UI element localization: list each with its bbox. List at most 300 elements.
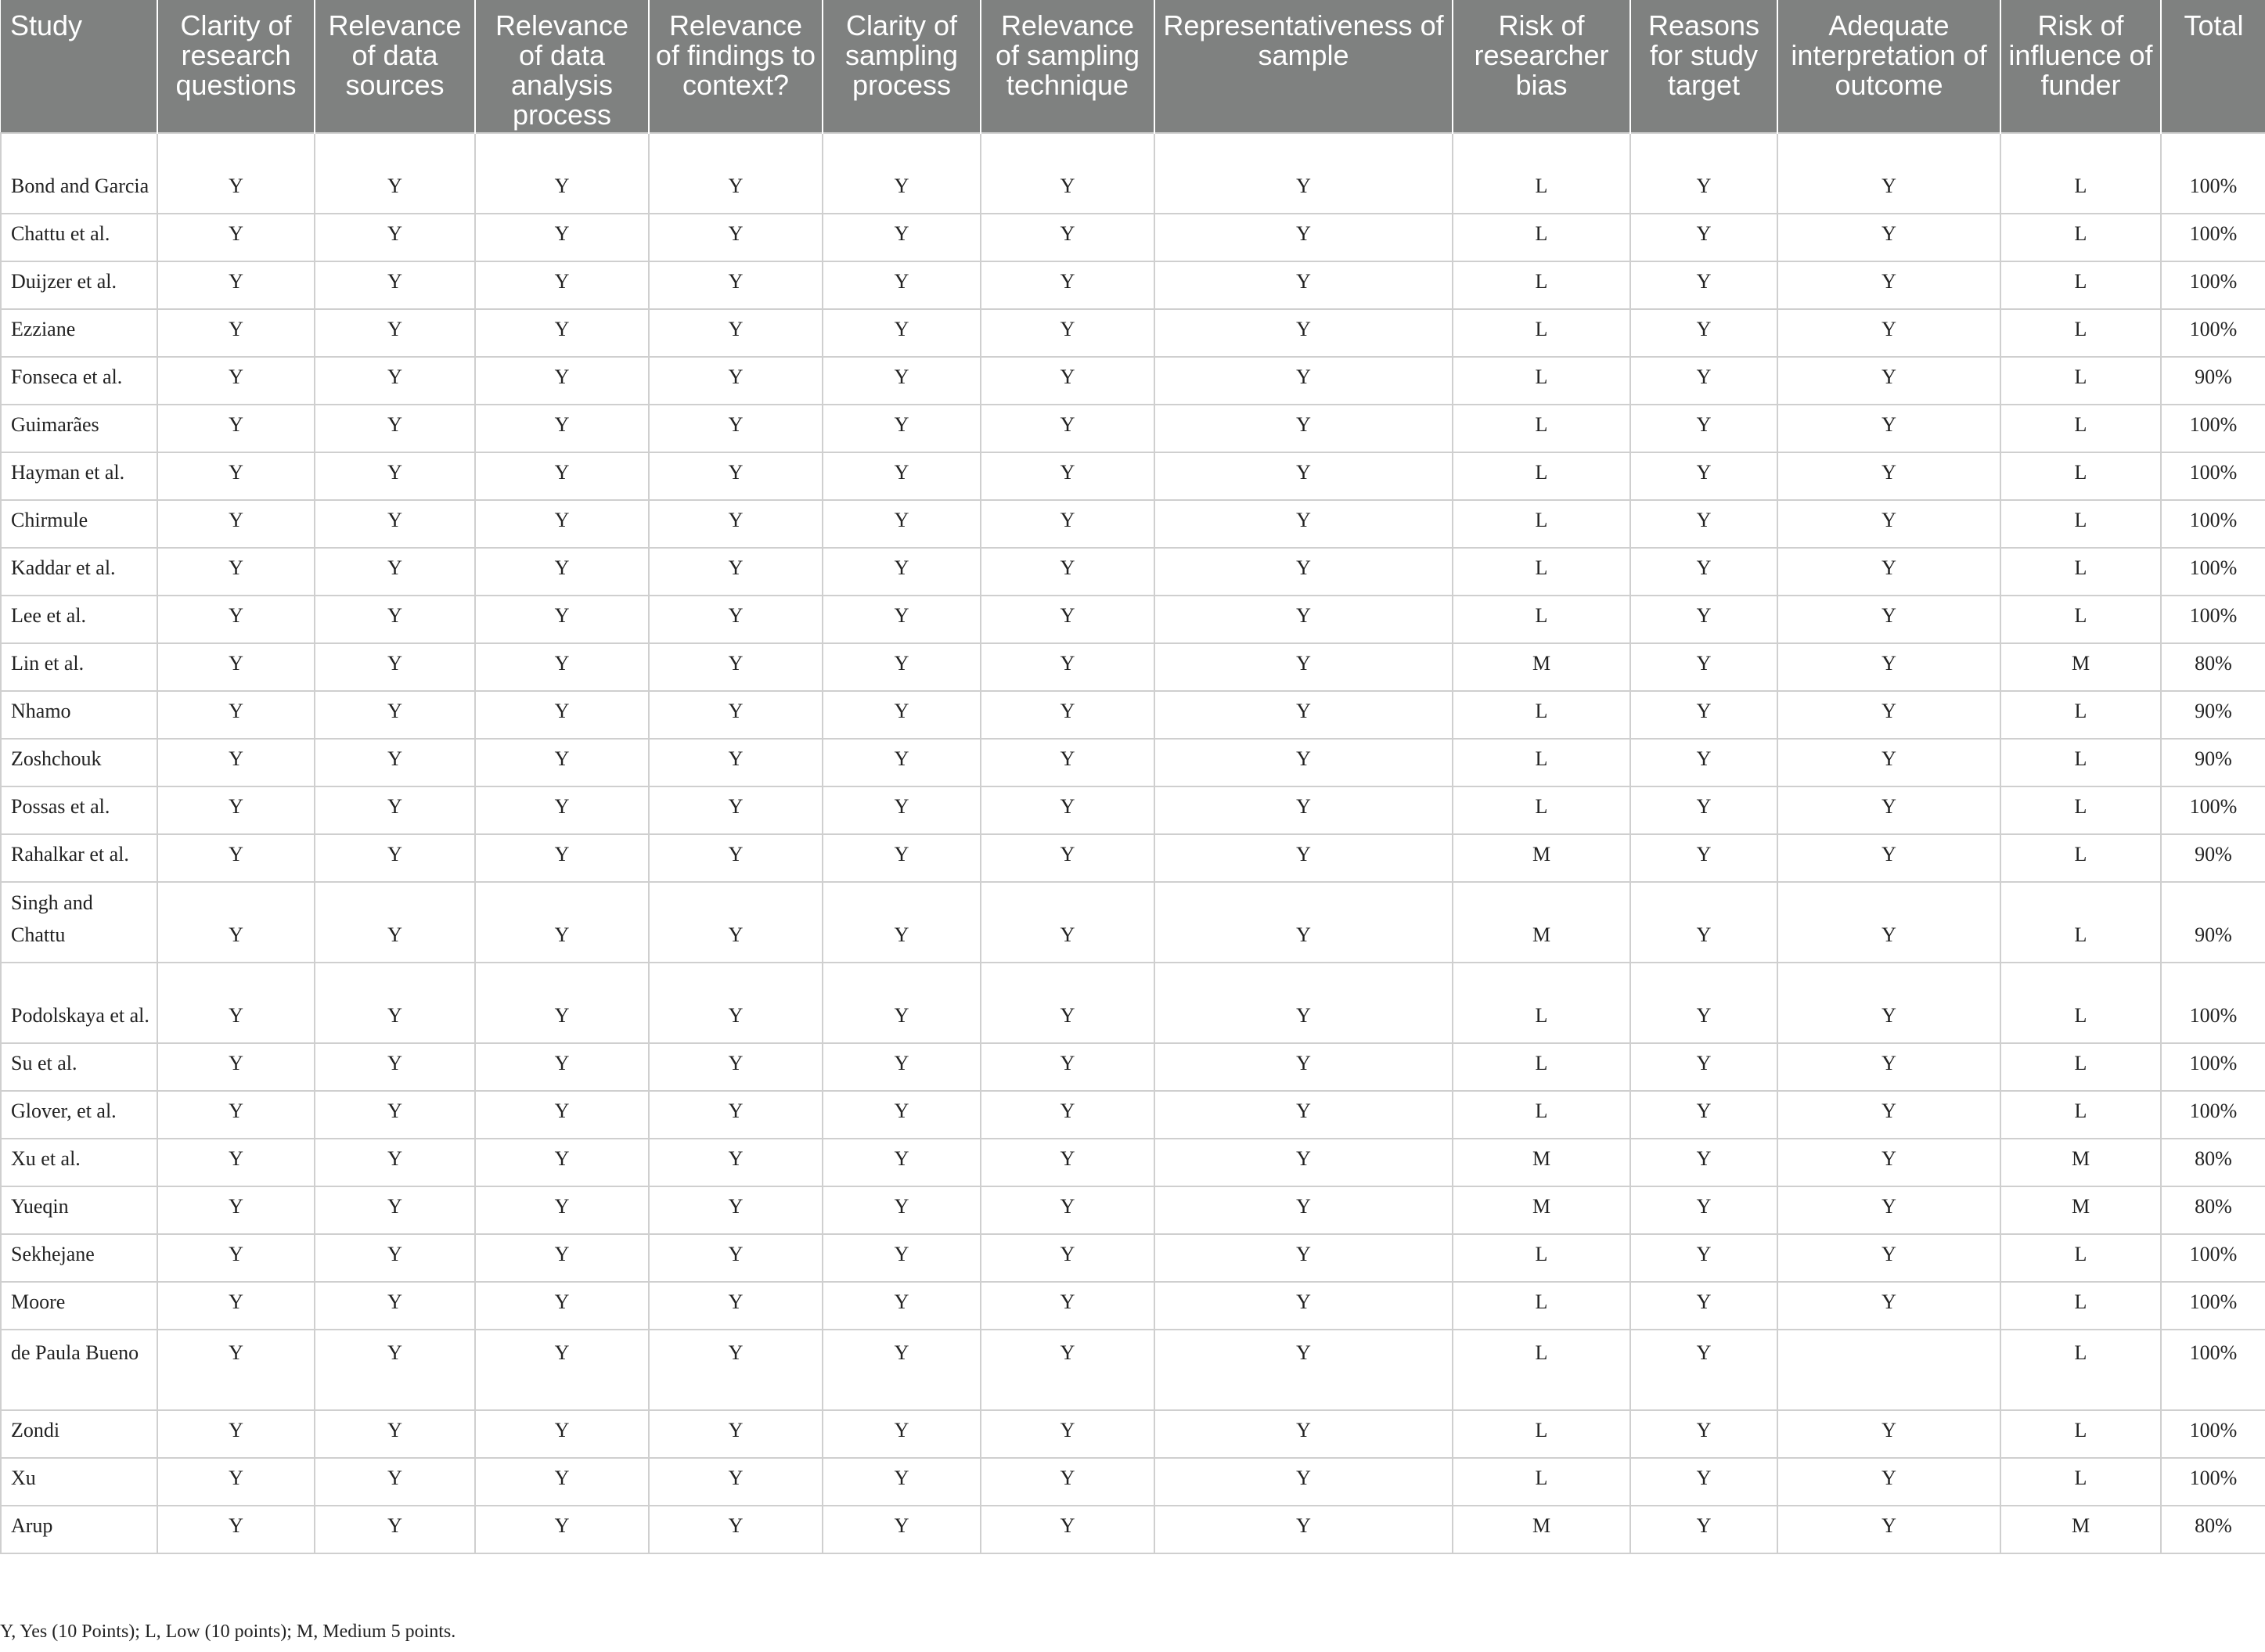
- findings-cell: Y: [649, 261, 823, 309]
- researcher-bias-cell: L: [1453, 1458, 1630, 1506]
- data-sources-cell: Y: [315, 452, 475, 500]
- sampling-process-cell: Y: [823, 357, 981, 405]
- table-body: [1, 133, 2265, 1553]
- data-sources-cell: Y: [315, 643, 475, 691]
- sampling-process-cell: Y: [823, 643, 981, 691]
- sampling-technique-cell: Y: [981, 1043, 1154, 1091]
- funder-cell: M: [2000, 1139, 2161, 1186]
- total-cell: 90%: [2161, 691, 2265, 739]
- clarity-cell: Y: [157, 1043, 315, 1091]
- data-analysis-cell: Y: [475, 643, 649, 691]
- interpretation-cell: Y: [1777, 1186, 2000, 1234]
- sampling-technique-cell: Y: [981, 1139, 1154, 1186]
- researcher-bias-cell: M: [1453, 1139, 1630, 1186]
- study-name: Sekhejane: [1, 1234, 157, 1282]
- funder-cell: L: [2000, 1043, 2161, 1091]
- study-target-cell: Y: [1630, 1186, 1777, 1234]
- findings-cell: Y: [649, 1330, 823, 1410]
- sampling-technique-cell: Y: [981, 261, 1154, 309]
- data-sources-cell: Y: [315, 309, 475, 357]
- representativeness-cell: Y: [1154, 1410, 1453, 1458]
- study-name: Arup: [1, 1506, 157, 1553]
- funder-cell: L: [2000, 261, 2161, 309]
- representativeness-cell: Y: [1154, 261, 1453, 309]
- table-row: [1, 1186, 2265, 1234]
- findings-cell: Y: [649, 1186, 823, 1234]
- data-sources-cell: Y: [315, 596, 475, 643]
- total-cell: 100%: [2161, 405, 2265, 452]
- total-cell: 100%: [2161, 214, 2265, 261]
- total-cell: 100%: [2161, 963, 2265, 1043]
- clarity-cell: Y: [157, 1091, 315, 1139]
- table-row: [1, 1282, 2265, 1330]
- findings-cell: Y: [649, 405, 823, 452]
- sampling-process-cell: Y: [823, 309, 981, 357]
- funder-cell: M: [2000, 1506, 2161, 1553]
- study-name: Nhamo: [1, 691, 157, 739]
- sampling-process-cell: Y: [823, 452, 981, 500]
- findings-cell: Y: [649, 1506, 823, 1553]
- data-sources-cell: Y: [315, 357, 475, 405]
- interpretation-cell: Y: [1777, 500, 2000, 548]
- data-sources-cell: Y: [315, 1091, 475, 1139]
- interpretation-cell: Y: [1777, 786, 2000, 834]
- researcher-bias-cell: M: [1453, 643, 1630, 691]
- findings-cell: Y: [649, 548, 823, 596]
- sampling-technique-cell: Y: [981, 309, 1154, 357]
- interpretation-cell: Y: [1777, 133, 2000, 214]
- table-row: [1, 309, 2265, 357]
- study-name: Hayman et al.: [1, 452, 157, 500]
- funder-cell: L: [2000, 963, 2161, 1043]
- study-target-cell: Y: [1630, 309, 1777, 357]
- study-target-cell: Y: [1630, 834, 1777, 882]
- clarity-cell: Y: [157, 596, 315, 643]
- representativeness-cell: Y: [1154, 1043, 1453, 1091]
- findings-cell: Y: [649, 1282, 823, 1330]
- data-analysis-cell: Y: [475, 1458, 649, 1506]
- data-analysis-cell: Y: [475, 596, 649, 643]
- clarity-cell: Y: [157, 1410, 315, 1458]
- study-target-cell: Y: [1630, 1506, 1777, 1553]
- interpretation-cell: Y: [1777, 882, 2000, 963]
- researcher-bias-cell: M: [1453, 1186, 1630, 1234]
- data-analysis-cell: Y: [475, 214, 649, 261]
- data-sources-cell: Y: [315, 963, 475, 1043]
- data-analysis-cell: Y: [475, 357, 649, 405]
- interpretation-cell: Y: [1777, 261, 2000, 309]
- data-analysis-cell: Y: [475, 1186, 649, 1234]
- column-header-total: Total: [2161, 0, 2265, 133]
- representativeness-cell: Y: [1154, 1506, 1453, 1553]
- study-name: Lin et al.: [1, 643, 157, 691]
- total-cell: 80%: [2161, 1139, 2265, 1186]
- study-name: Moore: [1, 1282, 157, 1330]
- sampling-technique-cell: Y: [981, 1330, 1154, 1410]
- clarity-cell: Y: [157, 214, 315, 261]
- study-target-cell: Y: [1630, 1091, 1777, 1139]
- sampling-process-cell: Y: [823, 1282, 981, 1330]
- sampling-technique-cell: Y: [981, 405, 1154, 452]
- interpretation-cell: Y: [1777, 1139, 2000, 1186]
- sampling-process-cell: Y: [823, 691, 981, 739]
- findings-cell: Y: [649, 1043, 823, 1091]
- data-analysis-cell: Y: [475, 261, 649, 309]
- data-analysis-cell: Y: [475, 405, 649, 452]
- representativeness-cell: Y: [1154, 405, 1453, 452]
- table-row: [1, 643, 2265, 691]
- sampling-technique-cell: Y: [981, 1282, 1154, 1330]
- total-cell: 100%: [2161, 452, 2265, 500]
- column-header-interpretation-outcome: Adequate interpretation of outcome: [1777, 0, 2000, 133]
- representativeness-cell: Y: [1154, 357, 1453, 405]
- sampling-technique-cell: Y: [981, 1186, 1154, 1234]
- funder-cell: L: [2000, 834, 2161, 882]
- data-sources-cell: Y: [315, 261, 475, 309]
- sampling-process-cell: Y: [823, 214, 981, 261]
- data-sources-cell: Y: [315, 1186, 475, 1234]
- findings-cell: Y: [649, 596, 823, 643]
- representativeness-cell: Y: [1154, 133, 1453, 214]
- data-sources-cell: Y: [315, 739, 475, 786]
- study-name: Fonseca et al.: [1, 357, 157, 405]
- funder-cell: L: [2000, 1458, 2161, 1506]
- column-header-relevance-findings: Relevance of findings to context?: [649, 0, 823, 133]
- table-row: [1, 452, 2265, 500]
- researcher-bias-cell: L: [1453, 1410, 1630, 1458]
- funder-cell: L: [2000, 214, 2161, 261]
- clarity-cell: Y: [157, 786, 315, 834]
- study-name: Possas et al.: [1, 786, 157, 834]
- data-sources-cell: Y: [315, 500, 475, 548]
- study-name: Su et al.: [1, 1043, 157, 1091]
- researcher-bias-cell: M: [1453, 1506, 1630, 1553]
- data-analysis-cell: Y: [475, 1139, 649, 1186]
- sampling-process-cell: Y: [823, 1043, 981, 1091]
- researcher-bias-cell: L: [1453, 357, 1630, 405]
- sampling-technique-cell: Y: [981, 548, 1154, 596]
- data-sources-cell: Y: [315, 1330, 475, 1410]
- total-cell: 90%: [2161, 739, 2265, 786]
- column-header-researcher-bias: Risk of researcher bias: [1453, 0, 1630, 133]
- clarity-cell: Y: [157, 834, 315, 882]
- funder-cell: L: [2000, 452, 2161, 500]
- interpretation-cell: Y: [1777, 405, 2000, 452]
- study-name: Glover, et al.: [1, 1091, 157, 1139]
- interpretation-cell: Y: [1777, 214, 2000, 261]
- sampling-process-cell: Y: [823, 1330, 981, 1410]
- funder-cell: L: [2000, 1091, 2161, 1139]
- sampling-technique-cell: Y: [981, 596, 1154, 643]
- total-cell: 100%: [2161, 1282, 2265, 1330]
- study-name: Xu et al.: [1, 1139, 157, 1186]
- table-row: [1, 882, 2265, 963]
- interpretation-cell: Y: [1777, 1410, 2000, 1458]
- interpretation-cell: Y: [1777, 548, 2000, 596]
- study-target-cell: Y: [1630, 596, 1777, 643]
- clarity-cell: Y: [157, 1234, 315, 1282]
- table-row: [1, 1458, 2265, 1506]
- funder-cell: L: [2000, 596, 2161, 643]
- total-cell: 100%: [2161, 1091, 2265, 1139]
- findings-cell: Y: [649, 786, 823, 834]
- data-analysis-cell: Y: [475, 548, 649, 596]
- data-sources-cell: Y: [315, 1410, 475, 1458]
- study-target-cell: Y: [1630, 1139, 1777, 1186]
- table-row: [1, 691, 2265, 739]
- clarity-cell: Y: [157, 963, 315, 1043]
- sampling-technique-cell: Y: [981, 133, 1154, 214]
- column-header-reasons-study-target: Reasons for study target: [1630, 0, 1777, 133]
- interpretation-cell: Y: [1777, 309, 2000, 357]
- study-name: Guimarães: [1, 405, 157, 452]
- clarity-cell: Y: [157, 882, 315, 963]
- study-target-cell: Y: [1630, 1234, 1777, 1282]
- total-cell: 100%: [2161, 786, 2265, 834]
- sampling-technique-cell: Y: [981, 1234, 1154, 1282]
- sampling-process-cell: Y: [823, 133, 981, 214]
- table-row: [1, 739, 2265, 786]
- data-sources-cell: Y: [315, 1139, 475, 1186]
- study-target-cell: Y: [1630, 1410, 1777, 1458]
- study-name: Zondi: [1, 1410, 157, 1458]
- table-row: [1, 214, 2265, 261]
- interpretation-cell: Y: [1777, 1458, 2000, 1506]
- interpretation-cell: Y: [1777, 1506, 2000, 1553]
- data-sources-cell: Y: [315, 834, 475, 882]
- data-analysis-cell: Y: [475, 1043, 649, 1091]
- funder-cell: L: [2000, 548, 2161, 596]
- data-sources-cell: Y: [315, 214, 475, 261]
- representativeness-cell: Y: [1154, 882, 1453, 963]
- funder-cell: L: [2000, 882, 2161, 963]
- study-target-cell: Y: [1630, 357, 1777, 405]
- findings-cell: Y: [649, 963, 823, 1043]
- interpretation-cell: Y: [1777, 1282, 2000, 1330]
- clarity-cell: Y: [157, 1458, 315, 1506]
- study-name: Singh and Chattu: [1, 882, 157, 963]
- sampling-process-cell: Y: [823, 882, 981, 963]
- total-cell: 100%: [2161, 548, 2265, 596]
- researcher-bias-cell: L: [1453, 500, 1630, 548]
- funder-cell: M: [2000, 643, 2161, 691]
- total-cell: 100%: [2161, 133, 2265, 214]
- column-header-influence-funder: Risk of influence of funder: [2000, 0, 2161, 133]
- representativeness-cell: Y: [1154, 691, 1453, 739]
- table-row: [1, 1410, 2265, 1458]
- sampling-process-cell: Y: [823, 786, 981, 834]
- researcher-bias-cell: L: [1453, 452, 1630, 500]
- study-name: Yueqin: [1, 1186, 157, 1234]
- data-sources-cell: Y: [315, 1506, 475, 1553]
- researcher-bias-cell: L: [1453, 739, 1630, 786]
- interpretation-cell: Y: [1777, 1043, 2000, 1091]
- sampling-technique-cell: Y: [981, 643, 1154, 691]
- sampling-process-cell: Y: [823, 1458, 981, 1506]
- table-row: [1, 596, 2265, 643]
- total-cell: 80%: [2161, 1186, 2265, 1234]
- data-analysis-cell: Y: [475, 1410, 649, 1458]
- sampling-technique-cell: Y: [981, 452, 1154, 500]
- total-cell: 100%: [2161, 261, 2265, 309]
- representativeness-cell: Y: [1154, 1091, 1453, 1139]
- researcher-bias-cell: L: [1453, 133, 1630, 214]
- representativeness-cell: Y: [1154, 1458, 1453, 1506]
- sampling-process-cell: Y: [823, 500, 981, 548]
- column-header-representativeness: Representativeness of sample: [1154, 0, 1453, 133]
- total-cell: 100%: [2161, 1330, 2265, 1410]
- findings-cell: Y: [649, 834, 823, 882]
- researcher-bias-cell: L: [1453, 1234, 1630, 1282]
- funder-cell: L: [2000, 1330, 2161, 1410]
- study-target-cell: Y: [1630, 1282, 1777, 1330]
- sampling-process-cell: Y: [823, 834, 981, 882]
- representativeness-cell: Y: [1154, 963, 1453, 1043]
- funder-cell: L: [2000, 786, 2161, 834]
- study-name: Chirmule: [1, 500, 157, 548]
- funder-cell: L: [2000, 133, 2161, 214]
- study-target-cell: Y: [1630, 452, 1777, 500]
- data-analysis-cell: Y: [475, 133, 649, 214]
- funder-cell: L: [2000, 1410, 2161, 1458]
- data-sources-cell: Y: [315, 1458, 475, 1506]
- sampling-process-cell: Y: [823, 596, 981, 643]
- researcher-bias-cell: L: [1453, 405, 1630, 452]
- representativeness-cell: Y: [1154, 214, 1453, 261]
- total-cell: 100%: [2161, 309, 2265, 357]
- clarity-cell: Y: [157, 133, 315, 214]
- sampling-process-cell: Y: [823, 1139, 981, 1186]
- sampling-process-cell: Y: [823, 261, 981, 309]
- findings-cell: Y: [649, 133, 823, 214]
- sampling-technique-cell: Y: [981, 786, 1154, 834]
- clarity-cell: Y: [157, 1282, 315, 1330]
- representativeness-cell: Y: [1154, 596, 1453, 643]
- table-row: [1, 1043, 2265, 1091]
- findings-cell: Y: [649, 1234, 823, 1282]
- total-cell: 100%: [2161, 596, 2265, 643]
- findings-cell: Y: [649, 214, 823, 261]
- data-analysis-cell: Y: [475, 1091, 649, 1139]
- findings-cell: Y: [649, 1091, 823, 1139]
- column-header-study: Study: [1, 0, 157, 133]
- researcher-bias-cell: L: [1453, 261, 1630, 309]
- study-target-cell: Y: [1630, 786, 1777, 834]
- sampling-technique-cell: Y: [981, 739, 1154, 786]
- data-sources-cell: Y: [315, 1043, 475, 1091]
- researcher-bias-cell: L: [1453, 596, 1630, 643]
- study-name: Lee et al.: [1, 596, 157, 643]
- interpretation-cell: Y: [1777, 452, 2000, 500]
- study-target-cell: Y: [1630, 1330, 1777, 1410]
- researcher-bias-cell: M: [1453, 882, 1630, 963]
- representativeness-cell: Y: [1154, 500, 1453, 548]
- representativeness-cell: Y: [1154, 1139, 1453, 1186]
- total-cell: 100%: [2161, 500, 2265, 548]
- clarity-cell: Y: [157, 452, 315, 500]
- clarity-cell: Y: [157, 1186, 315, 1234]
- study-name: Duijzer et al.: [1, 261, 157, 309]
- sampling-technique-cell: Y: [981, 357, 1154, 405]
- clarity-cell: Y: [157, 500, 315, 548]
- sampling-technique-cell: Y: [981, 214, 1154, 261]
- data-analysis-cell: Y: [475, 882, 649, 963]
- sampling-process-cell: Y: [823, 1506, 981, 1553]
- data-sources-cell: Y: [315, 405, 475, 452]
- total-cell: 100%: [2161, 1458, 2265, 1506]
- representativeness-cell: Y: [1154, 452, 1453, 500]
- study-target-cell: Y: [1630, 739, 1777, 786]
- findings-cell: Y: [649, 643, 823, 691]
- representativeness-cell: Y: [1154, 834, 1453, 882]
- study-target-cell: Y: [1630, 261, 1777, 309]
- clarity-cell: Y: [157, 261, 315, 309]
- table-row: [1, 500, 2265, 548]
- sampling-process-cell: Y: [823, 1186, 981, 1234]
- funder-cell: L: [2000, 739, 2161, 786]
- study-name: de Paula Bueno: [1, 1330, 157, 1410]
- total-cell: 100%: [2161, 1043, 2265, 1091]
- table-row: [1, 1139, 2265, 1186]
- data-analysis-cell: Y: [475, 691, 649, 739]
- total-cell: 90%: [2161, 882, 2265, 963]
- data-sources-cell: Y: [315, 133, 475, 214]
- funder-cell: M: [2000, 1186, 2161, 1234]
- sampling-technique-cell: Y: [981, 1091, 1154, 1139]
- interpretation-cell: Y: [1777, 963, 2000, 1043]
- study-name: Podolskaya et al.: [1, 963, 157, 1043]
- study-name: Xu: [1, 1458, 157, 1506]
- interpretation-cell: Y: [1777, 691, 2000, 739]
- study-target-cell: Y: [1630, 1458, 1777, 1506]
- table-row: [1, 405, 2265, 452]
- study-target-cell: Y: [1630, 963, 1777, 1043]
- table-row: [1, 1234, 2265, 1282]
- sampling-technique-cell: Y: [981, 834, 1154, 882]
- sampling-technique-cell: Y: [981, 500, 1154, 548]
- table-row: [1, 133, 2265, 214]
- findings-cell: Y: [649, 882, 823, 963]
- representativeness-cell: Y: [1154, 1330, 1453, 1410]
- data-sources-cell: Y: [315, 1234, 475, 1282]
- column-header-relevance-data-sources: Relevance of data sources: [315, 0, 475, 133]
- study-name: Kaddar et al.: [1, 548, 157, 596]
- study-target-cell: Y: [1630, 548, 1777, 596]
- clarity-cell: Y: [157, 691, 315, 739]
- representativeness-cell: Y: [1154, 786, 1453, 834]
- sampling-technique-cell: Y: [981, 1506, 1154, 1553]
- researcher-bias-cell: L: [1453, 1330, 1630, 1410]
- table-row: [1, 261, 2265, 309]
- funder-cell: L: [2000, 309, 2161, 357]
- table-row: [1, 963, 2265, 1043]
- data-analysis-cell: Y: [475, 500, 649, 548]
- sampling-technique-cell: Y: [981, 1458, 1154, 1506]
- findings-cell: Y: [649, 357, 823, 405]
- sampling-process-cell: Y: [823, 1091, 981, 1139]
- funder-cell: L: [2000, 405, 2161, 452]
- data-sources-cell: Y: [315, 882, 475, 963]
- researcher-bias-cell: L: [1453, 214, 1630, 261]
- column-header-relevance-sampling-technique: Relevance of sampling technique: [981, 0, 1154, 133]
- study-target-cell: Y: [1630, 214, 1777, 261]
- sampling-technique-cell: Y: [981, 691, 1154, 739]
- table-row: [1, 1330, 2265, 1410]
- data-analysis-cell: Y: [475, 786, 649, 834]
- study-target-cell: Y: [1630, 405, 1777, 452]
- data-sources-cell: Y: [315, 691, 475, 739]
- sampling-technique-cell: Y: [981, 882, 1154, 963]
